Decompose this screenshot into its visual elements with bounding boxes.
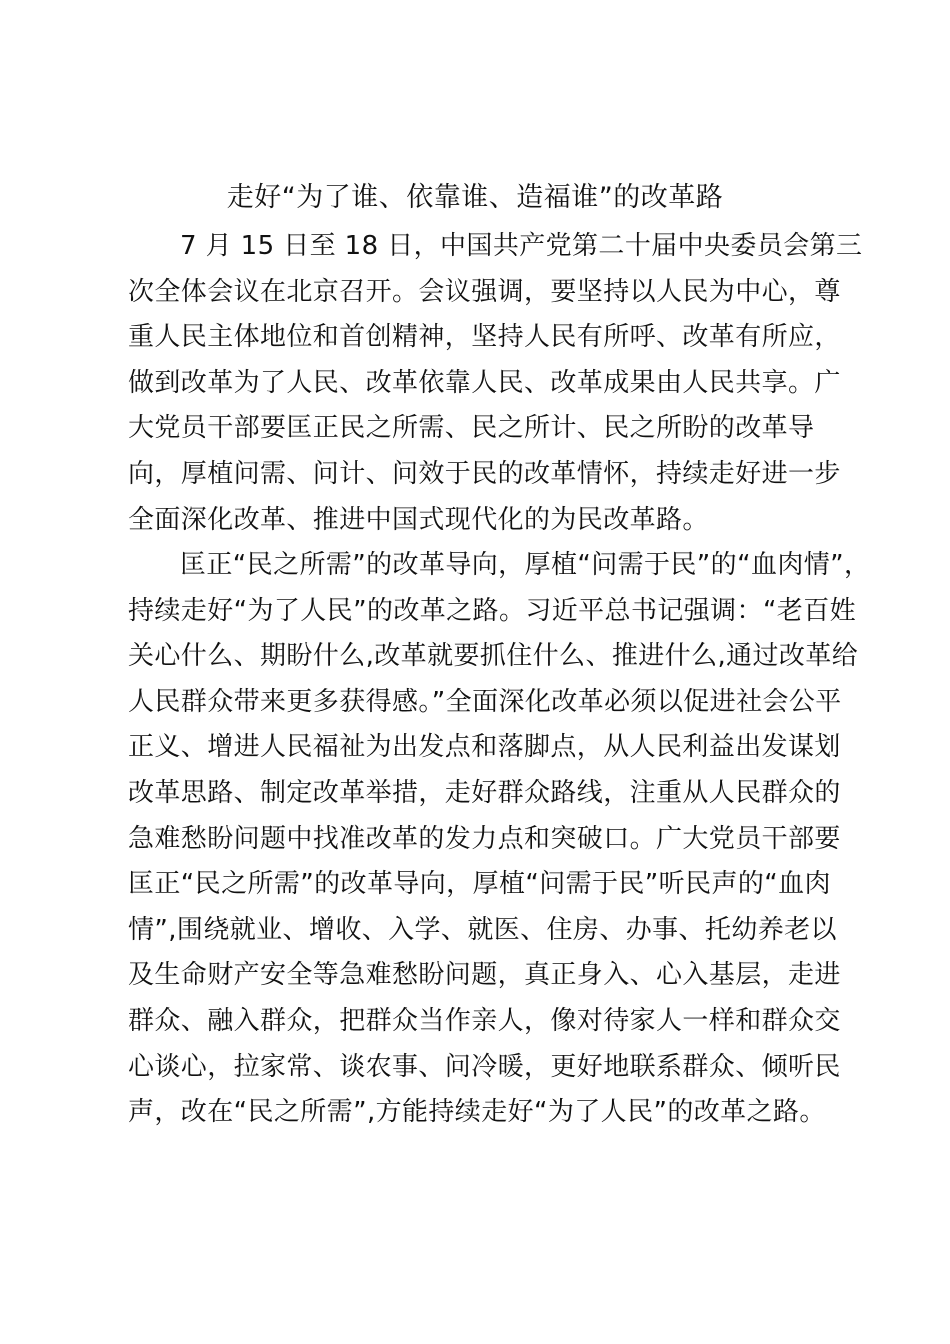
paragraph-2 [128, 543, 871, 1136]
paragraph-line: 向，厚植问需、问计、问效于民的改革情怀，持续走好进一步 [128, 458, 841, 489]
paragraph-line: 大党员干部要匡正民之所需、民之所计、民之所盼的改革导 [128, 413, 815, 444]
paragraph-1 [128, 224, 863, 543]
paragraph-line: 持续走好“为了人民”的改革之路。习近平总书记强调：“老百姓 [128, 595, 857, 626]
document-title: 走好“为了谁、依靠谁、造福谁”的改革路 [226, 182, 724, 213]
paragraph-line: 匡正“民之所需”的改革导向，厚植“问需于民”的“血肉情”， [180, 550, 871, 580]
paragraph-line: 及生命财产安全等急难愁盼问题，真正身入、心入基层，走进 [128, 960, 841, 991]
paragraph-line: 正义、增进人民福祉为出发点和落脚点，从人民利益出发谋划 [128, 732, 841, 763]
paragraph-line: 做到改革为了人民、改革依靠人民、改革成果由人民共享。广 [128, 367, 841, 398]
paragraph-line: 重人民主体地位和首创精神，坚持人民有所呼、改革有所应， [128, 322, 841, 353]
paragraph-line: 改革思路、制定改革举措，走好群众路线，注重从人民群众的 [128, 777, 841, 808]
paragraph-line: 群众、融入群众，把群众当作亲人，像对待家人一样和群众交 [128, 1005, 841, 1036]
paragraph-line: 急难愁盼问题中找准改革的发力点和突破口。广大党员干部要 [128, 823, 841, 854]
paragraph-line: 关心什么、期盼什么,改革就要抓住什么、推进什么,通过改革给 [128, 641, 859, 672]
paragraph-line: 全面深化改革、推进中国式现代化的为民改革路。 [128, 504, 709, 535]
paragraph-line: 声，改在“民之所需”,方能持续走好“为了人民”的改革之路。 [128, 1097, 826, 1128]
paragraph-line: 次全体会议在北京召开。会议强调，要坚持以人民为中心，尊 [128, 276, 841, 307]
paragraph-line: 情”,围绕就业、增收、入学、就医、住房、办事、托幼养老以 [128, 914, 837, 945]
paragraph-line: 人民群众带来更多获得感。”全面深化改革必须以促进社会公平 [128, 686, 842, 717]
paragraph-line: 匡正“民之所需”的改革导向，厚植“问需于民”听民声的“血肉 [128, 869, 831, 900]
paragraph-line: 心谈心，拉家常、谈农事、问冷暖，更好地联系群众、倾听民 [128, 1051, 841, 1082]
paragraph-line: 7 月 15 日至 18 日，中国共产党第二十届中央委员会第三 [180, 231, 863, 261]
